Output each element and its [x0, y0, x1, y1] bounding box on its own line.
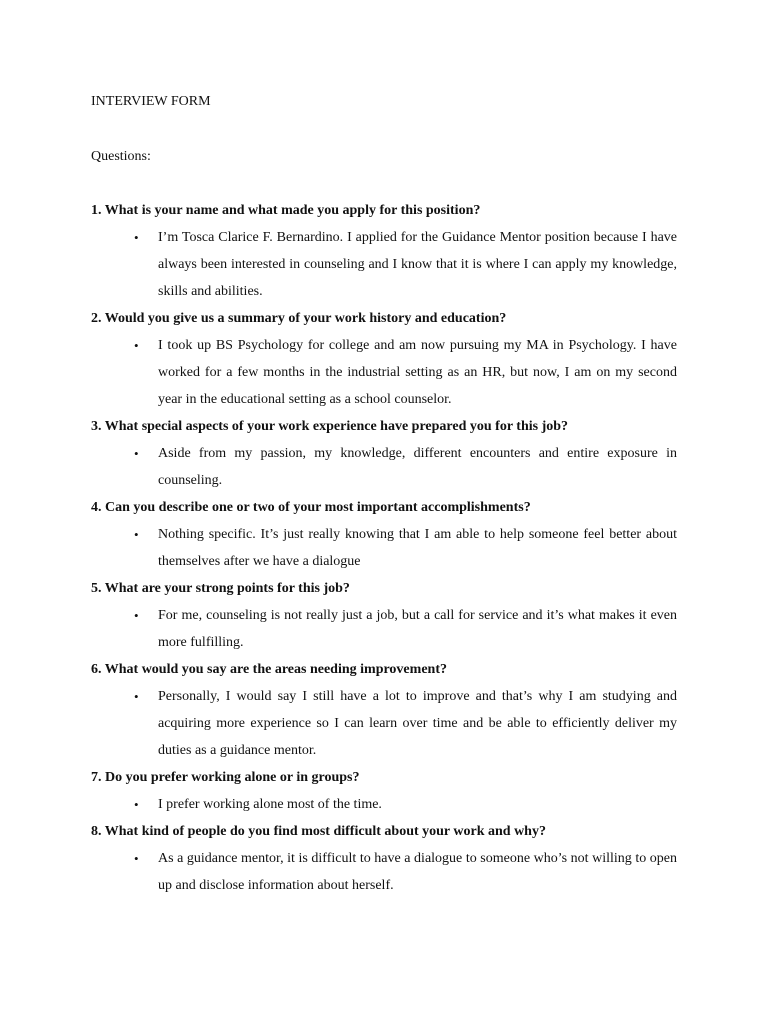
questions-heading: Questions:: [91, 149, 151, 164]
answer-bullet: [91, 440, 677, 494]
answer-text: I prefer working alone most of the time.: [158, 797, 382, 812]
question-list: [91, 197, 677, 899]
bullet-icon: •: [134, 689, 139, 704]
document-body: [91, 88, 677, 899]
bullet-icon: •: [134, 338, 139, 353]
bullet-icon: •: [134, 527, 139, 542]
question-text: 7. Do you prefer working alone or in groups?: [91, 770, 360, 785]
answer-text: I’m Tosca Clarice F. Bernardino. I applied for the Guidance Mentor position because I have always been interested in counseling and I know that it is where I can apply my knowledge, skills and abilities.: [158, 230, 677, 299]
answer-text: I took up BS Psychology for college and am now pursuing my MA in Psychology. I have worked for a few months in the industrial setting as an HR, but now, I am on my second year in the educational setting as a school counselor.: [158, 338, 677, 407]
bullet-icon: •: [134, 230, 139, 245]
answer-bullet: [91, 845, 677, 899]
qa-item: [91, 305, 677, 413]
qa-item: [91, 413, 677, 494]
question-text: 2. Would you give us a summary of your work history and education?: [91, 311, 507, 326]
answer-text: Aside from my passion, my knowledge, different encounters and entire exposure in counseling.: [158, 446, 677, 488]
answer-text: Personally, I would say I still have a lot to improve and that’s why I am studying and acquiring more experience so I can learn over time and be able to efficiently deliver my duties as a guidance mentor.: [158, 689, 677, 758]
question-text: 6. What would you say are the areas needing improvement?: [91, 662, 447, 677]
qa-item: [91, 656, 677, 764]
answer-text: Nothing specific. It’s just really knowing that I am able to help someone feel better about themselves after we have a dialogue: [158, 527, 677, 569]
question-text: 8. What kind of people do you find most difficult about your work and why?: [91, 824, 546, 839]
qa-item: [91, 764, 677, 818]
answer-bullet: [91, 521, 677, 575]
question-text: 1. What is your name and what made you apply for this position?: [91, 203, 481, 218]
qa-item: [91, 494, 677, 575]
question-text: 5. What are your strong points for this job?: [91, 581, 350, 596]
answer-text: As a guidance mentor, it is difficult to have a dialogue to someone who’s not willing to open up and disclose information about herself.: [158, 851, 677, 893]
bullet-icon: •: [134, 446, 139, 461]
bullet-icon: •: [134, 797, 139, 812]
document-title: INTERVIEW FORM: [91, 94, 211, 109]
bullet-icon: •: [134, 851, 139, 866]
answer-bullet: [91, 224, 677, 305]
qa-item: [91, 197, 677, 305]
qa-item: [91, 818, 677, 899]
answer-bullet: [91, 791, 677, 818]
answer-bullet: [91, 683, 677, 764]
answer-text: For me, counseling is not really just a job, but a call for service and it’s what makes it even more fulfilling.: [158, 608, 677, 650]
answer-bullet: [91, 602, 677, 656]
bullet-icon: •: [134, 608, 139, 623]
answer-bullet: [91, 332, 677, 413]
qa-item: [91, 575, 677, 656]
question-text: 3. What special aspects of your work experience have prepared you for this job?: [91, 419, 569, 434]
question-text: 4. Can you describe one or two of your most important accomplishments?: [91, 500, 531, 515]
